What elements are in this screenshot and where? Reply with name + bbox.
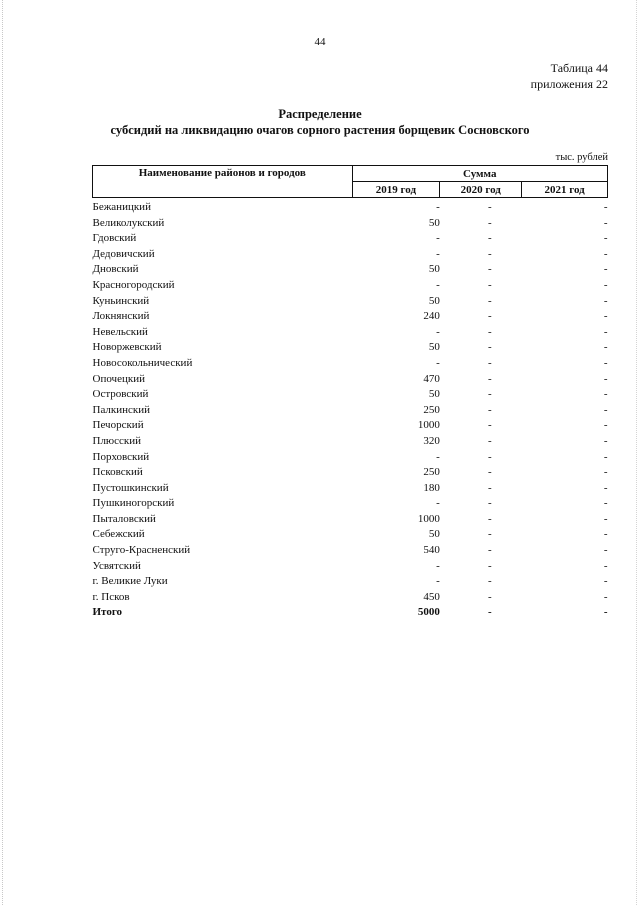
row-value-2019: - xyxy=(436,450,440,463)
row-value-2019: 1000 xyxy=(417,419,440,432)
total-value-2021: - xyxy=(603,606,608,619)
row-name: Новоржевский xyxy=(92,341,162,354)
row-value-2019: 250 xyxy=(423,466,440,479)
title-line2: субсидий на ликвидацию очагов сорного растения борщевик Сосновского xyxy=(110,123,530,137)
table-row xyxy=(93,340,608,356)
table-row xyxy=(93,231,608,247)
row-value-2020: - xyxy=(487,232,492,245)
row-value-2019: - xyxy=(436,575,440,588)
table-row xyxy=(93,465,608,481)
row-value-2019: 450 xyxy=(423,590,440,603)
row-name: Опочецкий xyxy=(92,372,145,385)
row-name: Плюсский xyxy=(92,434,142,447)
row-value-2021: - xyxy=(603,512,608,525)
table-row xyxy=(93,512,608,528)
row-value-2021: - xyxy=(603,356,608,369)
table-row xyxy=(93,403,608,419)
table-ref-line1: Таблица 44 xyxy=(550,61,608,75)
row-value-2019: 250 xyxy=(423,403,440,416)
row-value-2019: 240 xyxy=(423,310,440,323)
row-value-2019: - xyxy=(436,278,440,291)
table-ref-line2: приложения 22 xyxy=(530,77,608,91)
row-value-2020: - xyxy=(487,450,492,463)
page-number: 44 xyxy=(314,36,326,48)
table-row xyxy=(93,574,608,590)
row-value-2021: - xyxy=(603,341,608,354)
row-name: Струго-Красненский xyxy=(92,544,191,557)
row-name: Усвятский xyxy=(92,559,141,572)
row-value-2021: - xyxy=(603,294,608,307)
table-row xyxy=(93,496,608,512)
title-line1: Распределение xyxy=(278,107,362,121)
table-row xyxy=(93,418,608,434)
row-value-2020: - xyxy=(487,528,492,541)
row-value-2020: - xyxy=(487,263,492,276)
row-value-2019: - xyxy=(436,201,440,213)
row-name: Дедовичский xyxy=(92,247,155,260)
row-name: Пыталовский xyxy=(92,512,156,525)
document-title xyxy=(0,106,640,138)
row-value-2019: 540 xyxy=(423,544,440,557)
row-value-2021: - xyxy=(603,590,608,603)
table-row xyxy=(93,434,608,450)
row-value-2019: - xyxy=(436,247,440,260)
total-value-2020: - xyxy=(487,606,492,619)
row-value-2020: - xyxy=(487,278,492,291)
row-value-2021: - xyxy=(603,247,608,260)
row-name: Пушкиногорский xyxy=(92,497,175,510)
row-value-2021: - xyxy=(603,466,608,479)
header-year-2021: 2021 год xyxy=(522,182,608,198)
table-row xyxy=(93,294,608,310)
row-value-2020: - xyxy=(487,559,492,572)
table-row xyxy=(93,198,608,216)
row-value-2020: - xyxy=(487,372,492,385)
row-value-2020: - xyxy=(487,575,492,588)
row-value-2019: 50 xyxy=(428,341,440,354)
row-name: Невельский xyxy=(92,325,148,338)
table-row xyxy=(93,450,608,466)
row-value-2020: - xyxy=(487,341,492,354)
header-year-2019: 2019 год xyxy=(352,182,440,198)
row-value-2021: - xyxy=(603,434,608,447)
row-value-2019: 50 xyxy=(428,294,440,307)
row-value-2021: - xyxy=(603,263,608,276)
table-row xyxy=(93,590,608,606)
row-name: Печорский xyxy=(92,419,144,432)
row-name: Пустошкинский xyxy=(92,481,169,494)
row-value-2019: 470 xyxy=(423,372,440,385)
row-value-2020: - xyxy=(487,310,492,323)
row-value-2020: - xyxy=(487,512,492,525)
table-row xyxy=(93,278,608,294)
table-header xyxy=(93,166,608,198)
table-row xyxy=(93,372,608,388)
row-value-2021: - xyxy=(603,497,608,510)
row-value-2021: - xyxy=(603,575,608,588)
row-name: Островский xyxy=(92,388,149,401)
table-row xyxy=(93,527,608,543)
row-value-2019: - xyxy=(436,232,440,245)
table-row xyxy=(93,309,608,325)
row-value-2021: - xyxy=(603,559,608,572)
table-row xyxy=(93,262,608,278)
row-name: Локнянский xyxy=(92,310,150,323)
row-value-2021: - xyxy=(603,372,608,385)
row-value-2020: - xyxy=(487,356,492,369)
row-value-2019: 50 xyxy=(428,388,440,401)
total-name: Итого xyxy=(92,606,123,619)
row-value-2021: - xyxy=(603,325,608,338)
row-name: Куньинский xyxy=(92,294,150,307)
table-row xyxy=(93,559,608,575)
header-sum: Сумма xyxy=(352,166,607,182)
row-value-2020: - xyxy=(487,388,492,401)
row-value-2021: - xyxy=(603,450,608,463)
table-reference xyxy=(531,60,608,92)
row-value-2020: - xyxy=(487,481,492,494)
row-name: г. Псков xyxy=(92,590,130,603)
row-value-2019: 1000 xyxy=(417,512,440,525)
row-value-2021: - xyxy=(603,232,608,245)
table-row xyxy=(93,481,608,497)
row-value-2020: - xyxy=(487,294,492,307)
row-value-2019: 180 xyxy=(423,481,440,494)
row-value-2021: - xyxy=(603,278,608,291)
table-row xyxy=(93,247,608,263)
row-value-2020: - xyxy=(487,419,492,432)
header-year-2020: 2020 год xyxy=(440,182,522,198)
row-value-2021: - xyxy=(603,403,608,416)
subsidy-table xyxy=(92,165,608,621)
row-name: Дновский xyxy=(92,263,139,276)
row-value-2020: - xyxy=(487,216,492,229)
row-name: Палкинский xyxy=(92,403,151,416)
row-value-2019: 50 xyxy=(428,263,440,276)
row-name: Великолукский xyxy=(92,216,165,229)
row-name: Бежаницкий xyxy=(92,201,151,213)
row-value-2019: - xyxy=(436,497,440,510)
row-name: Новосокольнический xyxy=(92,356,193,369)
total-value-2019: 5000 xyxy=(417,606,440,619)
row-value-2021: - xyxy=(603,544,608,557)
row-value-2020: - xyxy=(487,247,492,260)
table-row xyxy=(93,216,608,232)
row-value-2021: - xyxy=(603,528,608,541)
row-value-2020: - xyxy=(487,403,492,416)
table-row xyxy=(93,325,608,341)
row-value-2019: 320 xyxy=(423,434,440,447)
units-label: тыс. рублей xyxy=(555,152,608,163)
total-row xyxy=(93,605,608,621)
row-value-2019: - xyxy=(436,325,440,338)
row-value-2021: - xyxy=(603,481,608,494)
row-value-2020: - xyxy=(487,466,492,479)
row-value-2021: - xyxy=(603,216,608,229)
row-value-2020: - xyxy=(487,497,492,510)
row-value-2021: - xyxy=(603,201,608,213)
row-name: г. Великие Луки xyxy=(92,575,168,588)
table-row xyxy=(93,387,608,403)
row-name: Красногородский xyxy=(92,278,175,291)
row-name: Гдовский xyxy=(92,232,137,245)
table-row xyxy=(93,543,608,559)
row-name: Порховский xyxy=(92,450,150,463)
row-value-2020: - xyxy=(487,434,492,447)
row-value-2021: - xyxy=(603,419,608,432)
row-value-2020: - xyxy=(487,325,492,338)
row-value-2020: - xyxy=(487,590,492,603)
table-body xyxy=(93,198,608,622)
row-name: Себежский xyxy=(92,528,145,541)
header-name: Наименование районов и городов xyxy=(93,166,353,198)
row-value-2019: - xyxy=(436,559,440,572)
row-value-2020: - xyxy=(487,544,492,557)
row-name: Псковский xyxy=(92,466,143,479)
row-value-2021: - xyxy=(603,388,608,401)
row-value-2021: - xyxy=(603,310,608,323)
table-row xyxy=(93,356,608,372)
row-value-2019: 50 xyxy=(428,216,440,229)
row-value-2019: 50 xyxy=(428,528,440,541)
row-value-2020: - xyxy=(487,201,492,213)
row-value-2019: - xyxy=(436,356,440,369)
